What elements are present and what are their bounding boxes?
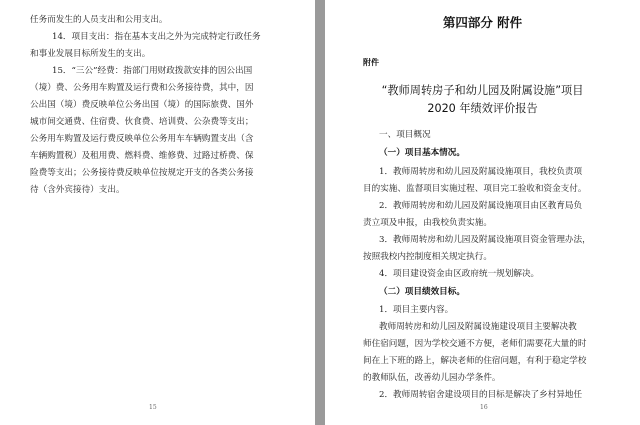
body-text-line: 教师周转房和幼儿园及附属设施建设项目主要解决教 bbox=[379, 322, 577, 332]
body-text-line: 目的实施、监督项目实施过程、项目完工验收和资金支付。 bbox=[363, 184, 587, 194]
body-text-line: 4．项目建设资金由区政府统一规划解决。 bbox=[379, 269, 540, 279]
body-text-line: 间在上下班的路上，解决老师的住宿问题，有利于稳定学校 bbox=[363, 356, 587, 366]
body-text-line: 1．项目主要内容。 bbox=[379, 305, 454, 315]
body-text-line: 待（含外宾接待）支出。 bbox=[30, 185, 125, 195]
page-gutter bbox=[315, 0, 325, 425]
body-text-line: 3．教师周转房和幼儿园及附属设施项目资金管理办法， bbox=[379, 235, 591, 245]
page-number: 16 bbox=[480, 404, 488, 411]
body-text-line: 城市间交通费、住宿费、伙食费、培训费、公杂费等支出； bbox=[30, 117, 254, 127]
body-text-line: 师住宿问题，因为学校交通不方便，老师们需要花大量的时 bbox=[363, 339, 587, 349]
report-title-line-2: 2020 年绩效评价报告 bbox=[427, 102, 538, 115]
report-title-line-1: “教师周转房子和幼儿园及附属设施”项目 bbox=[381, 84, 584, 97]
body-text-line: 15．“三公”经费：指部门用财政拨款安排的因公出国 bbox=[52, 66, 253, 76]
body-text-line: （境）费、公务用车购置及运行费和公务接待费，其中，因 bbox=[30, 83, 254, 93]
body-text-line: 2．教师周转宿舍建设项目的目标是解决了乡村异地任 bbox=[379, 390, 583, 400]
document-page-right bbox=[325, 0, 640, 425]
body-text-line: 14．项目支出：指在基本支出之外为完成特定行政任务 bbox=[52, 32, 261, 42]
body-text-line: 按照我校内控制度相关规定执行。 bbox=[363, 252, 492, 262]
subsection-heading: （一）项目基本情况。 bbox=[379, 148, 465, 158]
page-number: 15 bbox=[149, 404, 157, 411]
subsection-heading: （二）项目绩效目标。 bbox=[379, 287, 465, 297]
body-text-line: 的教师队伍，改善幼儿园办学条件。 bbox=[363, 373, 501, 383]
section-heading: 一、项目概况 bbox=[379, 130, 431, 140]
document-page-left bbox=[0, 0, 315, 425]
body-text-line: 责立项及申报，由我校负责实施。 bbox=[363, 218, 492, 228]
part-title: 第四部分 附件 bbox=[442, 15, 523, 30]
body-text-line: 1．教师周转房和幼儿园及附属设施项目，我校负责项 bbox=[379, 167, 583, 177]
body-text-line: 车辆购置税）及租用费、燃料费、维修费、过路过桥费、保 bbox=[30, 151, 254, 161]
body-text-line: 任务而发生的人员支出和公用支出。 bbox=[30, 15, 168, 25]
body-text-line: 2．教师周转房和幼儿园及附属设施项目由区教育局负 bbox=[379, 201, 583, 211]
body-text-line: 公出国（境）费反映单位公务出国（境）的国际旅费、国外 bbox=[30, 100, 254, 110]
annex-label: 附件 bbox=[363, 58, 379, 67]
body-text-line: 公务用车购置及运行费反映单位公务用车车辆购置支出（含 bbox=[30, 134, 254, 144]
body-text-line: 和事业发展目标所发生的支出。 bbox=[30, 49, 151, 59]
body-text-line: 险费等支出；公务接待费反映单位按规定开支的各类公务接 bbox=[30, 168, 254, 178]
